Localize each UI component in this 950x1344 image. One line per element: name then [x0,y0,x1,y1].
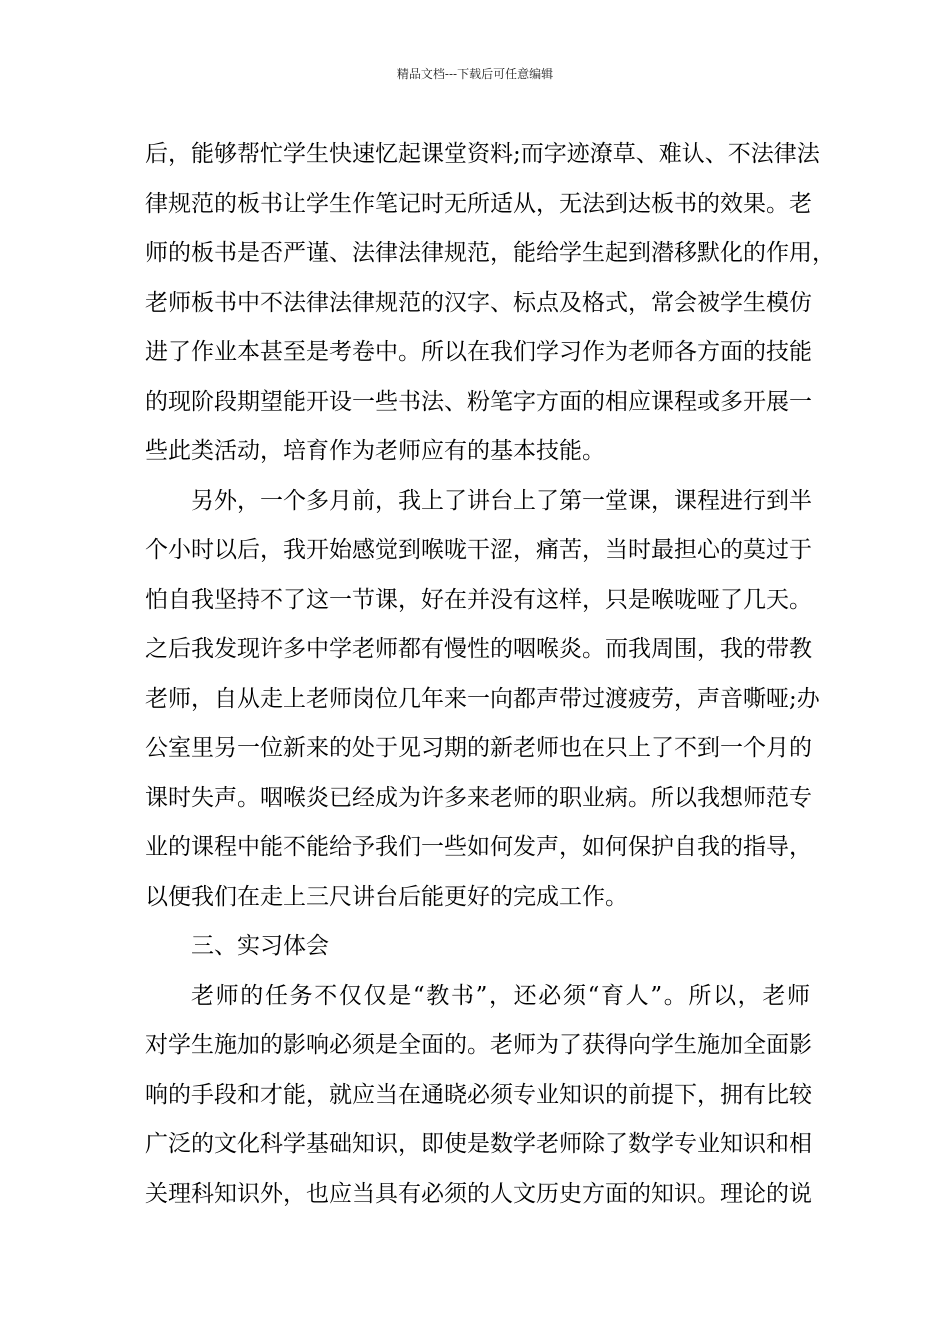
text-line: 老师板书中不法律法律规范的汉字、标点及格式，常会被学生模仿 [145,289,812,316]
text-line: 关理科知识外，也应当具有必须的人文历史方面的知识。理论的说 [145,1180,812,1207]
text-line: 老师，自从走上老师岗位几年来一向都声带过渡疲劳，声音嘶哑;办 [145,685,820,712]
text-line: 业的课程中能不能给予我们一些如何发声，如何保护自我的指导， [145,834,812,860]
text-line: 个小时以后，我开始感觉到喉咙干涩，痛苦，当时最担心的莫过于 [145,537,812,563]
page-header: 精品文档---下载后可任意编辑 [396,67,554,81]
text-line: 课时失声。咽喉炎已经成为许多来老师的职业病。所以我想师范专 [145,784,812,811]
text-line: 三、实习体会 [191,933,329,959]
text-line: 响的手段和才能，就应当在通晓必须专业知识的前提下，拥有比较 [145,1081,812,1108]
text-line: 进了作业本甚至是考卷中。所以在我们学习作为老师各方面的技能 [145,339,812,365]
text-line: 之后我发现许多中学老师都有慢性的咽喉炎。而我周围，我的带教 [145,636,812,662]
text-line: 老师的任务不仅仅是“教书”，还必须“育人”。所以，老师 [191,982,810,1009]
text-line: 些此类活动，培育作为老师应有的基本技能。 [145,438,605,464]
text-line: 后，能够帮忙学生快速忆起课堂资料;而字迹潦草、难认、不法律法 [145,141,820,167]
text-line: 律规范的板书让学生作笔记时无所适从，无法到达板书的效果。老 [145,190,812,217]
text-line: 对学生施加的影响必须是全面的。老师为了获得向学生施加全面影 [145,1032,812,1058]
text-line: 怕自我坚持不了这一节课，好在并没有这样，只是喉咙哑了几天。 [145,586,812,613]
text-line: 以便我们在走上三尺讲台后能更好的完成工作。 [145,883,628,910]
document-body [145,130,835,1219]
text-line: 公室里另一位新来的处于见习期的新老师也在只上了不到一个月的 [145,735,812,761]
text-line: 另外，一个多月前，我上了讲台上了第一堂课，课程进行到半 [191,487,812,514]
text-line: 广泛的文化科学基础知识，即使是数学老师除了数学专业知识和相 [145,1131,812,1157]
text-line: 的现阶段期望能开设一些书法、粉笔字方面的相应课程或多开展一 [145,388,812,415]
text-line: 师的板书是否严谨、法律法律规范，能给学生起到潜移默化的作用， [145,240,835,266]
